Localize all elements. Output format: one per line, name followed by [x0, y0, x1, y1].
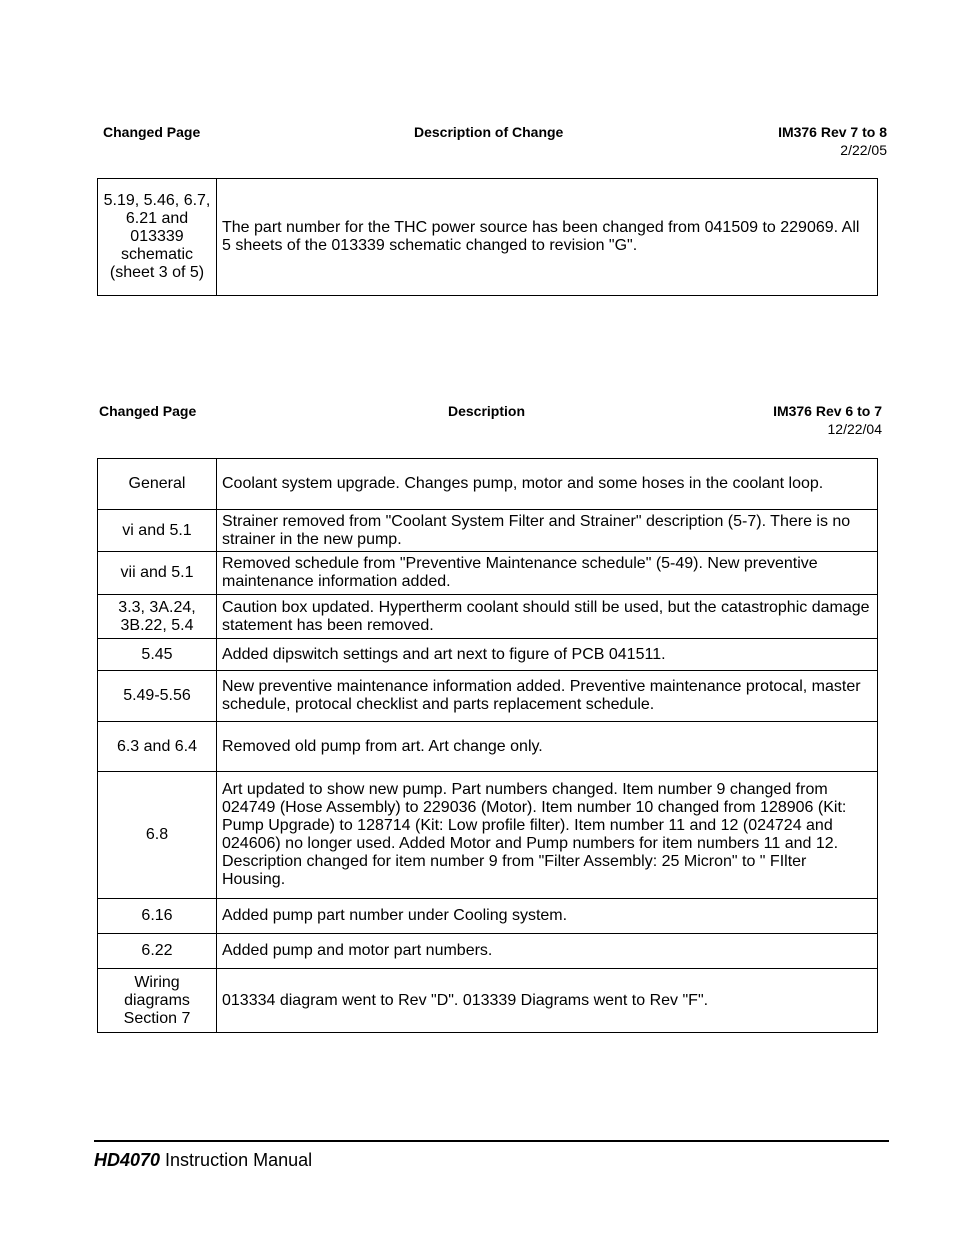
revision-header — [778, 123, 887, 159]
col-header-changed-page: Changed Page — [99, 403, 197, 419]
description-cell: Added pump part number under Cooling system. — [217, 899, 878, 934]
description-cell: Strainer removed from "Coolant System Filter and Strainer" description (5-7). There is no strainer in the new pump. — [217, 510, 878, 552]
product-brand: HD4070 — [94, 1150, 161, 1170]
description-cell: Added pump and motor part numbers. — [217, 934, 878, 969]
table-row — [98, 552, 878, 595]
revision-date: 2/22/05 — [840, 142, 887, 158]
col-header-description: Description of Change — [414, 124, 564, 140]
table-row — [98, 510, 878, 552]
revision-date: 12/22/04 — [827, 421, 882, 437]
table-row — [98, 772, 878, 899]
changed-page-cell: vii and 5.1 — [98, 552, 217, 595]
col-header-description: Description — [448, 403, 526, 419]
table-row — [98, 934, 878, 969]
changed-page-cell: 6.22 — [98, 934, 217, 969]
changed-page-cell: Wiring diagrams Section 7 — [98, 969, 217, 1033]
changed-page-cell: 6.16 — [98, 899, 217, 934]
table-row — [98, 639, 878, 671]
changed-page-cell: 5.45 — [98, 639, 217, 671]
description-cell: Caution box updated. Hypertherm coolant should still be used, but the catastrophic damage statement has been removed. — [217, 595, 878, 639]
footer-divider — [94, 1140, 889, 1142]
description-cell: The part number for the THC power source has been changed from 041509 to 229069. All 5 sheets of the 013339 schematic changed to revision "G". — [217, 179, 878, 296]
change-table-rev7-8 — [97, 178, 878, 296]
revision-label: IM376 Rev 7 to 8 — [778, 124, 887, 140]
table-row — [98, 179, 878, 296]
table-row — [98, 595, 878, 639]
changed-page-cell: 6.3 and 6.4 — [98, 722, 217, 772]
changed-page-cell: General — [98, 459, 217, 510]
footer — [94, 1150, 312, 1170]
table-row — [98, 969, 878, 1033]
description-cell: 013334 diagram went to Rev "D". 013339 Diagrams went to Rev "F". — [217, 969, 878, 1033]
description-cell: Added dipswitch settings and art next to figure of PCB 041511. — [217, 639, 878, 671]
manual-title: Instruction Manual — [160, 1150, 313, 1170]
description-cell: New preventive maintenance information added. Preventive maintenance protocal, master schedule, protocal checklist and parts replacement schedule. — [217, 671, 878, 722]
changed-page-cell: vi and 5.1 — [98, 510, 217, 552]
description-cell: Coolant system upgrade. Changes pump, motor and some hoses in the coolant loop. — [217, 459, 878, 510]
changed-page-cell: 5.49-5.56 — [98, 671, 217, 722]
description-cell: Removed old pump from art. Art change only. — [217, 722, 878, 772]
description-cell: Removed schedule from "Preventive Maintenance schedule" (5-49). New preventive maintenance information added. — [217, 552, 878, 595]
changed-page-cell: 6.8 — [98, 772, 217, 899]
table-row — [98, 671, 878, 722]
revision-label: IM376 Rev 6 to 7 — [773, 403, 882, 419]
table-row — [98, 459, 878, 510]
changed-page-cell: 5.19, 5.46, 6.7, 6.21 and 013339 schematic (sheet 3 of 5) — [98, 179, 217, 296]
col-header-changed-page: Changed Page — [103, 124, 201, 140]
table-row — [98, 899, 878, 934]
description-cell: Art updated to show new pump. Part numbers changed. Item number 9 changed from 024749 (Hose Assembly) to 229036 (Motor). Item number 10 changed from 128906 (Kit: Pump Upgrade) to 128714 (Kit: Low profile filter). Item number 11 and 12 (024724 and 024606) no longer used. Added Motor and Pump numbers for item numbers 11 and 12. Description changed for item number 9 from "Filter Assembly: 25 Micron" to " FIlter Housing. — [217, 772, 878, 899]
change-table-rev6-7 — [97, 458, 878, 1033]
table-row — [98, 722, 878, 772]
revision-header — [773, 402, 882, 438]
changed-page-cell: 3.3, 3A.24, 3B.22, 5.4 — [98, 595, 217, 639]
